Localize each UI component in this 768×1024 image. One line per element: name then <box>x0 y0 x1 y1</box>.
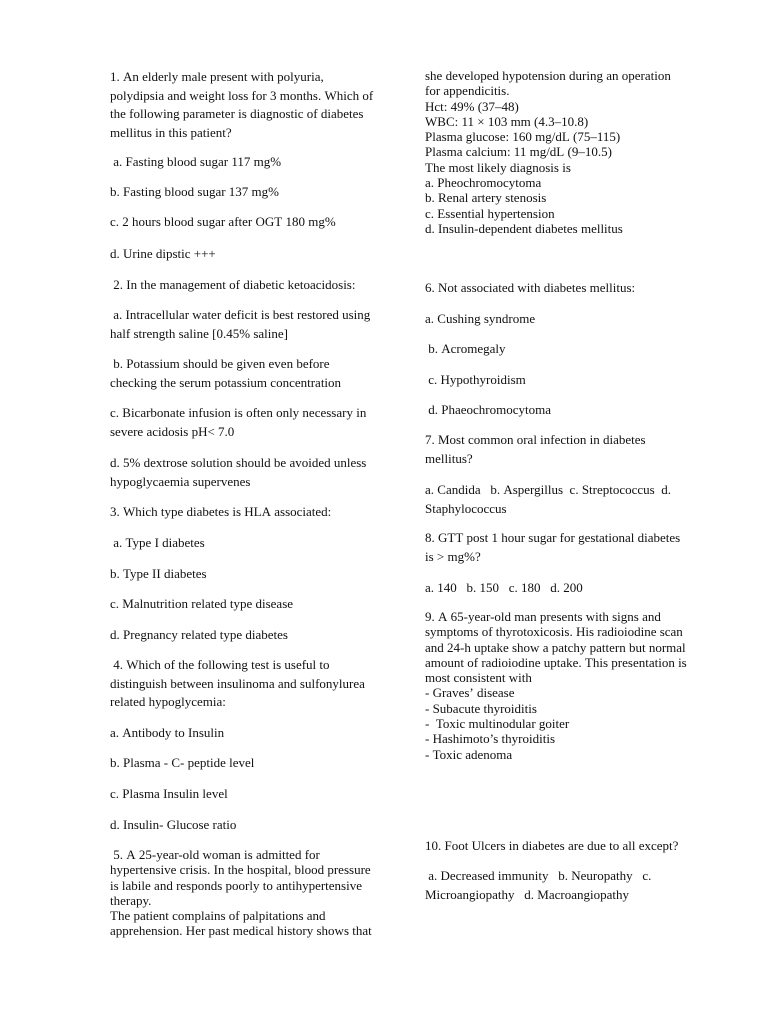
q3-stem <box>110 503 331 522</box>
q6-b-line: b. Acromegaly <box>425 341 506 356</box>
q6-a-line: a. Cushing syndrome <box>425 311 536 326</box>
q2-b-line: b. Potassium should be given even before <box>110 356 330 371</box>
q3-d-line: d. Pregnancy related type diabetes <box>110 627 288 642</box>
q6-d <box>425 401 551 420</box>
q6-b <box>425 340 506 359</box>
q10-opts-line: a. Decreased immunity b. Neuropathy c. <box>425 868 652 883</box>
q4-b <box>110 754 254 773</box>
q9-stem-line: and 24-h uptake show a patchy pattern but normal <box>425 639 686 655</box>
q5-cont-line: d. Insulin-dependent diabetes mellitus <box>425 220 623 236</box>
q4-c-line: c. Plasma Insulin level <box>110 786 228 801</box>
q1-stem-line: mellitus in this patient? <box>110 124 232 140</box>
q6-stem <box>425 279 635 298</box>
q5-cont-line: The most likely diagnosis is <box>425 159 571 175</box>
q7-stem-line: mellitus? <box>425 450 473 466</box>
q8-opts <box>425 579 583 598</box>
q5-stem-line: 5. A 25-year-old woman is admitted for <box>110 847 320 862</box>
q4-stem <box>110 656 365 712</box>
q5-cont-line: b. Renal artery stenosis <box>425 190 547 206</box>
q4-a <box>110 724 224 743</box>
q5-cont <box>425 68 671 236</box>
q6-d-line: d. Phaeochromocytoma <box>425 402 551 417</box>
q3-c-line: c. Malnutrition related type disease <box>110 596 294 611</box>
q6-c <box>425 371 526 390</box>
q1-stem-line: polydipsia and weight loss for 3 months. Which of <box>110 87 374 103</box>
q9-stem-line: symptoms of thyrotoxicosis. His radioiodine scan <box>425 624 683 640</box>
q3-a <box>110 534 205 553</box>
q10-stem <box>425 837 678 856</box>
q4-stem-line: distinguish between insulinoma and sulfonylurea <box>110 675 365 691</box>
q2-d-line: d. 5% dextrose solution should be avoided unless <box>110 455 367 470</box>
q2-a-line: a. Intracellular water deficit is best restored using <box>110 307 371 322</box>
q3-stem-line: 3. Which type diabetes is HLA associated: <box>110 504 332 519</box>
q5-stem-line: The patient complains of palpitations and <box>110 908 326 924</box>
q3-d <box>110 626 288 645</box>
q7-stem-line: 7. Most common oral infection in diabetes <box>425 432 646 447</box>
q5-cont-line: she developed hypotension during an operation <box>425 68 671 83</box>
q8-stem <box>425 529 680 566</box>
q4-d-line: d. Insulin- Glucose ratio <box>110 817 237 832</box>
q5-stem-line: therapy. <box>110 892 152 908</box>
q5-stem-line: apprehension. Her past medical history shows that <box>110 923 372 939</box>
q5-cont-line: for appendicitis. <box>425 83 510 99</box>
q2-d <box>110 454 366 491</box>
q6-stem-line: 6. Not associated with diabetes mellitus: <box>425 280 636 295</box>
q2-stem <box>110 276 355 295</box>
q9-stem-line: 9. A 65-year-old man presents with signs and <box>425 609 661 624</box>
q4-b-line: b. Plasma - C- peptide level <box>110 755 255 770</box>
q9-stem-line: - Subacute thyroiditis <box>425 700 537 716</box>
q2-a <box>110 306 370 343</box>
q5-cont-line: Plasma glucose: 160 mg/dL (75–115) <box>425 129 621 145</box>
q4-c <box>110 785 228 804</box>
q7-opts <box>425 481 671 518</box>
q1-a-line: a. Fasting blood sugar 117 mg% <box>110 154 282 169</box>
q9-stem-line: most consistent with <box>425 670 532 686</box>
q2-c <box>110 404 366 441</box>
q9-stem-line: - Toxic multinodular goiter <box>425 716 570 732</box>
q2-c-line: c. Bicarbonate infusion is often only necessary in <box>110 405 367 420</box>
q3-c <box>110 595 293 614</box>
q9-stem-line: amount of radioiodine uptake. This presentation is <box>425 654 687 670</box>
q9-stem <box>425 609 687 762</box>
q1-stem <box>110 68 373 142</box>
q1-d-line: d. Urine dipstic +++ <box>110 246 216 261</box>
q10-stem-line: 10. Foot Ulcers in diabetes are due to all except? <box>425 838 679 853</box>
q9-stem-line: - Toxic adenoma <box>425 746 513 762</box>
q1-stem-line: 1. An elderly male present with polyuria, <box>110 69 324 84</box>
q9-stem-line: - Hashimoto’s thyroiditis <box>425 731 555 747</box>
q1-c <box>110 213 336 232</box>
q1-stem-line: the following parameter is diagnostic of diabetes <box>110 106 364 121</box>
q7-opts-line: Staphylococcus <box>425 500 507 516</box>
q1-d <box>110 245 216 264</box>
q9-stem-line: - Graves’ disease <box>425 685 515 701</box>
q10-opts <box>425 867 651 904</box>
q3-b-line: b. Type II diabetes <box>110 566 207 581</box>
q5-stem-line: hypertensive crisis. In the hospital, blood pressure <box>110 862 371 878</box>
q6-a <box>425 310 535 329</box>
q6-c-line: c. Hypothyroidism <box>425 372 526 387</box>
q4-a-line: a. Antibody to Insulin <box>110 725 225 740</box>
q5-cont-line: Plasma calcium: 11 mg/dL (9–10.5) <box>425 144 612 160</box>
q4-stem-line: 4. Which of the following test is useful to <box>110 657 330 672</box>
q2-a-line: half strength saline [0.45% saline] <box>110 325 288 341</box>
q2-d-line: hypoglycaemia supervenes <box>110 473 251 489</box>
q8-opts-line: a. 140 b. 150 c. 180 d. 200 <box>425 580 583 595</box>
q3-b <box>110 565 207 584</box>
q5-stem <box>110 847 372 939</box>
q5-cont-line: Hct: 49% (37–48) <box>425 98 519 114</box>
q5-cont-line: c. Essential hypertension <box>425 205 555 221</box>
q5-cont-line: a. Pheochromocytoma <box>425 175 542 191</box>
q4-stem-line: related hypoglycemia: <box>110 694 226 709</box>
q5-stem-line: is labile and responds poorly to antihypertensive <box>110 877 363 893</box>
q2-c-line: severe acidosis pH< 7.0 <box>110 423 235 439</box>
q7-opts-line: a. Candida b. Aspergillus c. Streptococcus d. <box>425 482 671 497</box>
q2-b <box>110 355 341 392</box>
q8-stem-line: 8. GTT post 1 hour sugar for gestational diabetes <box>425 530 681 545</box>
q1-c-line: c. 2 hours blood sugar after OGT 180 mg% <box>110 214 336 229</box>
q1-a <box>110 153 281 172</box>
q8-stem-line: is > mg%? <box>425 548 481 564</box>
q5-cont-line: WBC: 11 × 103 mm (4.3–10.8) <box>425 113 589 129</box>
q4-d <box>110 816 236 835</box>
q7-stem <box>425 431 646 468</box>
q2-b-line: checking the serum potassium concentration <box>110 374 342 390</box>
q3-a-line: a. Type I diabetes <box>110 535 205 550</box>
q1-b <box>110 183 279 202</box>
q1-b-line: b. Fasting blood sugar 137 mg% <box>110 184 279 199</box>
q10-opts-line: Microangiopathy d. Macroangiopathy <box>425 886 629 902</box>
q2-stem-line: 2. In the management of diabetic ketoacidosis: <box>110 277 356 292</box>
